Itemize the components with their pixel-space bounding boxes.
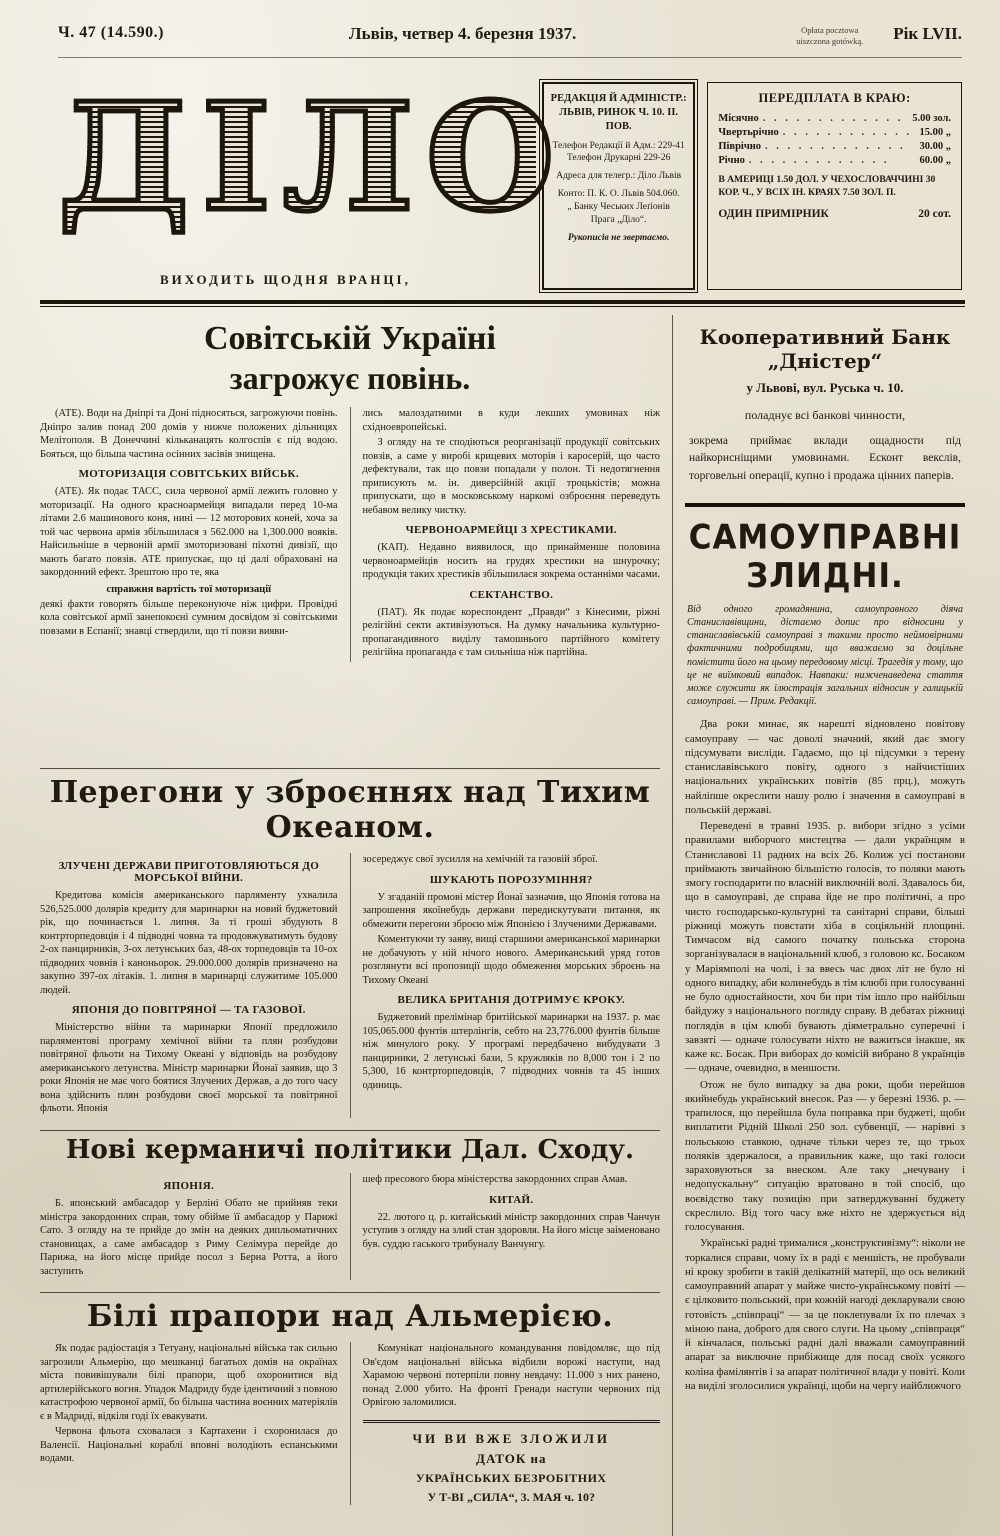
paragraph: Отож не було випадку за два роки, щоби перейшов якийнебудь український внесок. Раз — у березні 1936. р. — трапилося, що перейшла була поправка при буджеті, щоби виплатити Рідній Школі 250 зол. субвенції, — нарівні з польською ставкою, одначе тільки через те, що трьох поляків здержалося, а правильник каже, що такі голоси зараховуються за внеском. Але таку „нечувану і недопускальну“ ситуацію вратовано в той спосіб, що воєвідство таку позицію при затверджуванні буджету скреслило. Від того часу вже ніхто не здержується від голосування.: [685, 1078, 965, 1233]
subheading: МОТОРИЗАЦІЯ СОВІТСЬКИХ ВІЙСЬК.: [78, 468, 299, 481]
section-rule: [40, 1292, 660, 1293]
rate-label: Річно: [718, 155, 745, 166]
paragraph: (КАП). Недавно виявилося, що принайменше половина червоноармейців носить на грудях хрестики на шнурочку; продукція таких хрестиків збільшилася зокрема останніми часами.: [362, 542, 660, 581]
content: [40, 315, 965, 1536]
column-1: [40, 853, 338, 1118]
rate-value: 30.00 „: [919, 141, 951, 152]
brand-block: [58, 70, 567, 290]
paragraph: (ПАТ). Як подає кореспондент „Правди“ з Кінесими, ріжні релігійні секти активізуються. На думку начальника культурно-пропагандивного виділу тамошнього партійного комітету релігійна пропаганда є там сильніша ніж партійна.: [362, 606, 660, 659]
article-arms-race: [40, 768, 660, 1130]
paragraph: (АТЕ). Як подає ТАСС, сила червоної армії лежить головно у моторизації. На одного красноармейця випадали перед 10-ма літами 2.6 машинового коня, нині — 12 моторових коней, хоча за той час червона армія збільшилася з 562.000 на 1,300.000 вояків. Найсильніше в червоній армії змоторизовані піхотні дивізії, що мають багато повзів. АТЕ припускає, що ці далі обраховані на закордонний ефект. Зрештою про те, яка: [40, 486, 338, 579]
single-copy-price: 20 сот.: [918, 207, 951, 220]
issue-date: Львів, четвер 4. березня 1937.: [348, 24, 577, 43]
donation-line: УКРАЇНСЬКИХ БЕЗРОБІТНИХ: [415, 1470, 607, 1485]
paragraph: Як подає радіостація з Тетуану, національні війська так сильно загрозили Альмерію, що мешканці багатьох домів на окраїнах міста повивішували білі прапори, щоб охоронитися від артилерійського вогня. Упадок Мадриду буде ідентичний з повною катастрофою червоної армії, бо більша частина воєнних матеріялів є в Мадриді, відкіля годі їх евакувати.: [40, 1343, 338, 1422]
single-copy-label: ОДИН ПРИМІРНИК: [718, 207, 829, 220]
paragraph: Переведені в травні 1935. р. вибори згідно з усіми правилами виборчого мистецтва — дали українцям в Станиславові 11 радних на всіх 26. Колиж усі постанови приймають звичайною більшістю голосів, то поляки мають змогу господарити по власній виключній волі. Здавалось би, що в самоуправі, де справа йде не про політичні, а про чисто господарсько-культурні та санітарні справи, більші ріжниці можуть повстати хіба в соціяльній площині. Тимчасом від самого початку польська сторона зорганізувалася в національний клюб, з головою кс. Босаком у Маріямполі на чолі, і за ввесь час двох літ не було ні одного випадку, аби колинебудь в тім клюбі при голосуванні не було одностайности, хоч би при тім ішло про найбільш байдужу з національного погляду справу. В дебатах ріжниці поглядів в цім клюбі бувають діяметрально суперечні і завзяті — одначе голосувати ніхто не важиться інакше, як каже кс. Босак. При виборах до комісій вибрано 8 українців — одначе, очевидно, в меншости.: [685, 820, 965, 1075]
paragraph: лись малоздатними в куди лекших умовинах ніж східноевропейські.: [362, 408, 660, 433]
single-copy-row: [718, 208, 951, 220]
office-line: Рукописів не звертаємо.: [567, 233, 670, 244]
rate-label: Чвертьрічно: [718, 127, 779, 138]
column-1: [40, 1173, 338, 1280]
rate-label: Піврічно: [718, 141, 762, 152]
article-far-east: [40, 1130, 660, 1292]
rate-dots: [749, 155, 916, 166]
subheading: ШУКАЮТЬ ПОРОЗУМІННЯ?: [429, 873, 593, 886]
paragraph: Комунікат національного командування повідомляє, що під Ов'єдом національні війська відбили ворожі наступи, над Харамою червоні потерпіли повну невдачу: 11.000 з них ранено, понад 2.000 убито. На фронті Гренади наступи червоних під Орвігою заломилися.: [362, 1343, 660, 1409]
paragraph: (АТЕ). Води на Дніпрі та Доні підносяться, загрожуючи повінь. Дніпро залив понад 200 домів у нижче положених дільницях Мелітополя. В Донеччині кільканацять колгоспів є під водою. Бояться, що більша частина осінних засівів знищена.: [40, 408, 338, 460]
office-line: Конто: П. К. О. Львів 504.060.: [557, 188, 680, 199]
article-white-flags: [40, 1292, 660, 1536]
subheading: ЯПОНІЯ.: [163, 1180, 215, 1192]
postal-line-1: Opłata pocztowa: [801, 25, 859, 35]
paragraph: шеф пресового бюра міністерства закордонних справ Амав.: [362, 1174, 628, 1185]
article-flood: [40, 315, 660, 768]
bank-ad-address: у Львові, вул. Руська ч. 10.: [746, 380, 904, 395]
donation-line: У Т-ВІ „СИЛА“, 3. МАЯ ч. 10?: [427, 1489, 595, 1504]
issue-number: Ч. 47 (14.590.): [58, 24, 164, 41]
column-2: [350, 407, 661, 662]
bank-ad-body: зокрема приймає вклади ощадности під найкорисніщими умовинами. Есконт векслів, торговельні операції, купно і продажа цінних паперів.: [689, 435, 961, 482]
paragraph: Два роки минає, як нарешті відновлено повітову самоуправу — час доволі значний, який дає змогу підсумувати висліди. Гадаємо, що ці підсумки з терену станиславівського повіту, одного з найчистіших національних українських повітів (85 прц.), можуть найліпше окреслити нашу ролю і значення в самоуправі в польській державі.: [685, 718, 965, 816]
masthead: [58, 70, 962, 290]
donation-line: ЧИ ВИ ВЖЕ ЗЛОЖИЛИ: [412, 1430, 611, 1446]
paragraph: З огляду на те сподіються реорганізації продукції совітських повзів, а саме у виробі крицевих моторів і каросерій, що часто дефектували, так що повзи попадали у полон. Ті недотягнення приписують м. ін. диверсійній акції троцькістів; можна припускати, що в московському наркомі озброєння переведуть небавом велику чистку.: [362, 437, 660, 516]
article-headline: Нові керманичі політики Дал. Сходу.: [65, 1135, 635, 1165]
subscription-title: ПЕРЕДПЛАТА В КРАЮ:: [758, 91, 911, 105]
paragraph: Червона фльота сховалася з Картахени і схоронилася до Валенсії. Національні кораблі вповні володіють еспанськими водами.: [40, 1426, 338, 1465]
headline-line-2: загрожує повінь.: [229, 360, 471, 397]
topbar-rule: [58, 57, 962, 58]
paragraph: 22. лютого ц. р. китайський міністр закордонних справ Чанчун уступив з огляду на злий стан здоровля. На його місце заіменовано був. суддю гаського трибуналу Ванчунгу.: [362, 1211, 660, 1250]
rate-label: Місячно: [718, 113, 759, 124]
paragraph: Українські радні трималися „конструктивізму“: ніколи не торкалися справи, чому їх в раді є меншість, не пробували ні кроку зробити в такій делікатній матерії, що ось великий самоуправний апарат у майже чисто-українському повіті — є цілковито польський, при кожній нагоді декларували свою готовість „співпраці“ — за це поклепували їх по плечах з міною пана, доброго для свого слуги. На цьому „співпраця“ й кінчалася, польські радні далі вважали самоуправний апарат за виключне прибіжище для посад своїх усякого коліна фамілянтів і за апарат політичної влади у повіті. Коли на виділі зголосилися українці, щоби на чергу найближчого: [685, 1237, 965, 1392]
bank-advertisement: [685, 315, 965, 493]
rate-value: 60.00 „: [919, 155, 951, 166]
rate-row: [718, 113, 951, 124]
rate-dots: [763, 113, 909, 124]
office-line: Телефон Друкарні 229-26: [566, 153, 671, 164]
subscription-abroad: В АМЕРИЦІ 1.50 ДОЛ. У ЧЕХОСЛОВАЧЧИНІ 30 КОР. Ч., У ВСІХ ІН. КРАЯХ 7.50 ЗОЛ. П.: [718, 174, 936, 199]
rate-value: 15.00 „: [919, 127, 951, 138]
section-rule: [40, 768, 660, 769]
subheading: СЕКТАНСТВО.: [469, 588, 554, 601]
paragraph: Кредитова комісія американського парляменту ухвалила 526,525.000 долярів кредиту для маринарки на новий буджетовий рік, що починається 1. липня. За ті гроші збудують 8 контрторпедовців і 4 підводні човна та продовжуватимуть будову 2-ох панцирників, 3-ох летунських баз, 48-ох торпедовців та 10-ох підводних човнів і каноньорок. 29.000.000 долярів призначено на закупно 397-ох літаків. 1. липня в маринарці служитиме 105.000 людей.: [40, 890, 338, 996]
article-columns: [40, 1173, 660, 1280]
subheading: ЯПОНІЯ ДО ПОВІТРЯНОЇ — ТА ГАЗОВОЇ.: [71, 1004, 306, 1017]
heavy-rule: [685, 503, 965, 507]
postal-line-2: uiszczona gotówką.: [796, 35, 864, 46]
masthead-rule: [40, 300, 965, 307]
volume-year: Рік LVII.: [893, 24, 962, 43]
paragraph: Коментуючи ту заяву, вищі старшини американської маринарки не добачують у ній нічого нового. Американський уряд готов розглянути всі пропозиції щодо обмеження морських зброєнь на Тихому Океані: [362, 934, 660, 986]
office-line: РЕДАКЦІЯ Й АДМІНІСТР.:: [550, 93, 687, 104]
paragraph: Буджетовий прелімінар бритійської маринарки на 1937. р. має 105,065.000 фунтів штерлінгів, себто на 23,776.000 фунтів більше ніж минулого року. У програмі передбачено вибудувати 3 панцирники, 2 летунські бази, 5 кружляків по 8,000 тон і 2 по 5,300, 16 контрторпедовців, 7 підводних човнів та 45 інших одиниць.: [362, 1012, 660, 1091]
column-2: [350, 1342, 661, 1505]
article-headline: [40, 319, 660, 399]
rate-value: 5.00 зол.: [912, 113, 951, 124]
paragraph: зосереджує свої зусилля на хемічній та газовій зброї.: [362, 854, 598, 865]
subheading: КИТАЙ.: [489, 1193, 534, 1206]
rate-row: [718, 127, 951, 138]
paragraph: Міністерство війни та маринарки Японії предложило парляментові програму хемічної війни та плян розбудови повітряної фльоти на Тихому Океані у відповідь на розбудову американського летунства. Міністр маринарки Йонаї заявив, що 3 роки Японія не має чого боятися Злучених Держав, а до того часу вона здійснить плян розбудови своєї морської та повітряної фльоти. Японія: [40, 1022, 338, 1115]
article-columns: [40, 407, 660, 662]
column-1: [40, 407, 338, 662]
office-line: Телефон Редакції й Адм.: 229-41: [552, 140, 685, 151]
office-line: ЛЬВІВ, РИНОК Ч. 10. II. ПОВ.: [559, 107, 679, 133]
office-line: „ Банку Чеських Леґіонів: [567, 201, 670, 212]
bank-ad-title: Кооперативний Банк „Дністер“: [699, 325, 951, 373]
article-headline: Білі прапори над Альмерією.: [86, 1299, 614, 1334]
masthead-tagline: ВИХОДИТЬ ЩОДНЯ ВРАНЦІ,: [160, 272, 411, 287]
subheading: ЗЛУЧЕНІ ДЕРЖАВИ ПРИГОТОВЛЯЮТЬСЯ ДО МОРСЬКОЇ ВІЙНИ.: [58, 860, 320, 884]
office-line: Адреса для телегр.: Діло Львів: [556, 171, 682, 182]
column-2: [350, 853, 661, 1118]
article-headline: САМОУПРАВНІ ЗЛИДНІ.: [688, 517, 962, 596]
donation-appeal-box: [363, 1420, 661, 1505]
donation-line: ДАТОК на: [476, 1450, 547, 1466]
left-region: [40, 315, 672, 1536]
masthead-title: ДІЛО: [58, 70, 567, 244]
rate-dots: [765, 141, 915, 152]
rate-dots: [783, 127, 916, 138]
paragraph: Б. японський амбасадор у Берліні Обато не прийняв теки міністра закордонних справ, тому обійме її амбасадор у Парижі Сато. З огляду на те прийде до змін на деяких дипльоматичних становищах, а саме амбасадор з Риму Селімура перейде до Парижа, на його місце прийде посол з Берна Ротта, а його заступить: [40, 1198, 338, 1277]
right-region: [672, 315, 965, 1536]
subscription-box: [707, 82, 962, 290]
topbar: [58, 24, 962, 46]
rate-row: [718, 155, 951, 166]
section-rule: [40, 1130, 660, 1131]
headline-line-1: Совітській Україні: [204, 320, 496, 357]
postal-stamp: [796, 24, 863, 46]
article-columns: [40, 853, 660, 1118]
subheading: справжня вартість тої моторизації: [106, 583, 272, 595]
column-1: [40, 1342, 338, 1505]
editorial-note: Від одного громадянина, самоуправного діяча Станиславівщини, дістаємо допис про відносини у станиславівській самоуправі з такими просто неймовірними фактичними подробицями, що вважаємо за доцільне помістити його на цьому передовому місці. Трагедія у тому, що це не виїмковий випадок. Навпаки: нижченаведена стаття може служити як ілюстрація загальних відносин у галицькій самоуправі. — Прим. Редакції.: [687, 603, 963, 708]
rate-row: [718, 141, 951, 152]
subheading: ВЕЛИКА БРИТАНІЯ ДОТРИМУЄ КРОКУ.: [397, 994, 625, 1007]
article-columns: [40, 1342, 660, 1505]
column-2: [350, 1173, 661, 1280]
office-line: Прага „Діло“.: [590, 214, 647, 225]
article-samoupravni: [685, 515, 965, 1536]
bank-ad-line: поладнує всі банкові чинности,: [744, 408, 906, 422]
subheading: ЧЕРВОНОАРМЕЙЦІ З ХРЕСТИКАМИ.: [405, 524, 617, 537]
paragraph: У згаданій промові містер Йонаї зазначив, що Японія готова на запрошення якоїнебудь держави передискутувати питання, як обмежити перегони зброєю між Японією і Злученими Державами.: [362, 891, 660, 930]
article-headline: Перегони у зброєннях над Тихим Океаном.: [49, 775, 651, 845]
paragraph: деякі факти говорять більше переконуюче ніж цифри. Провідні кола совітської армії занепокоєні сумним досвідом зі совітськими повзами в Еспанії; знавці ствердили, що ті повзи вияви-: [40, 598, 338, 637]
